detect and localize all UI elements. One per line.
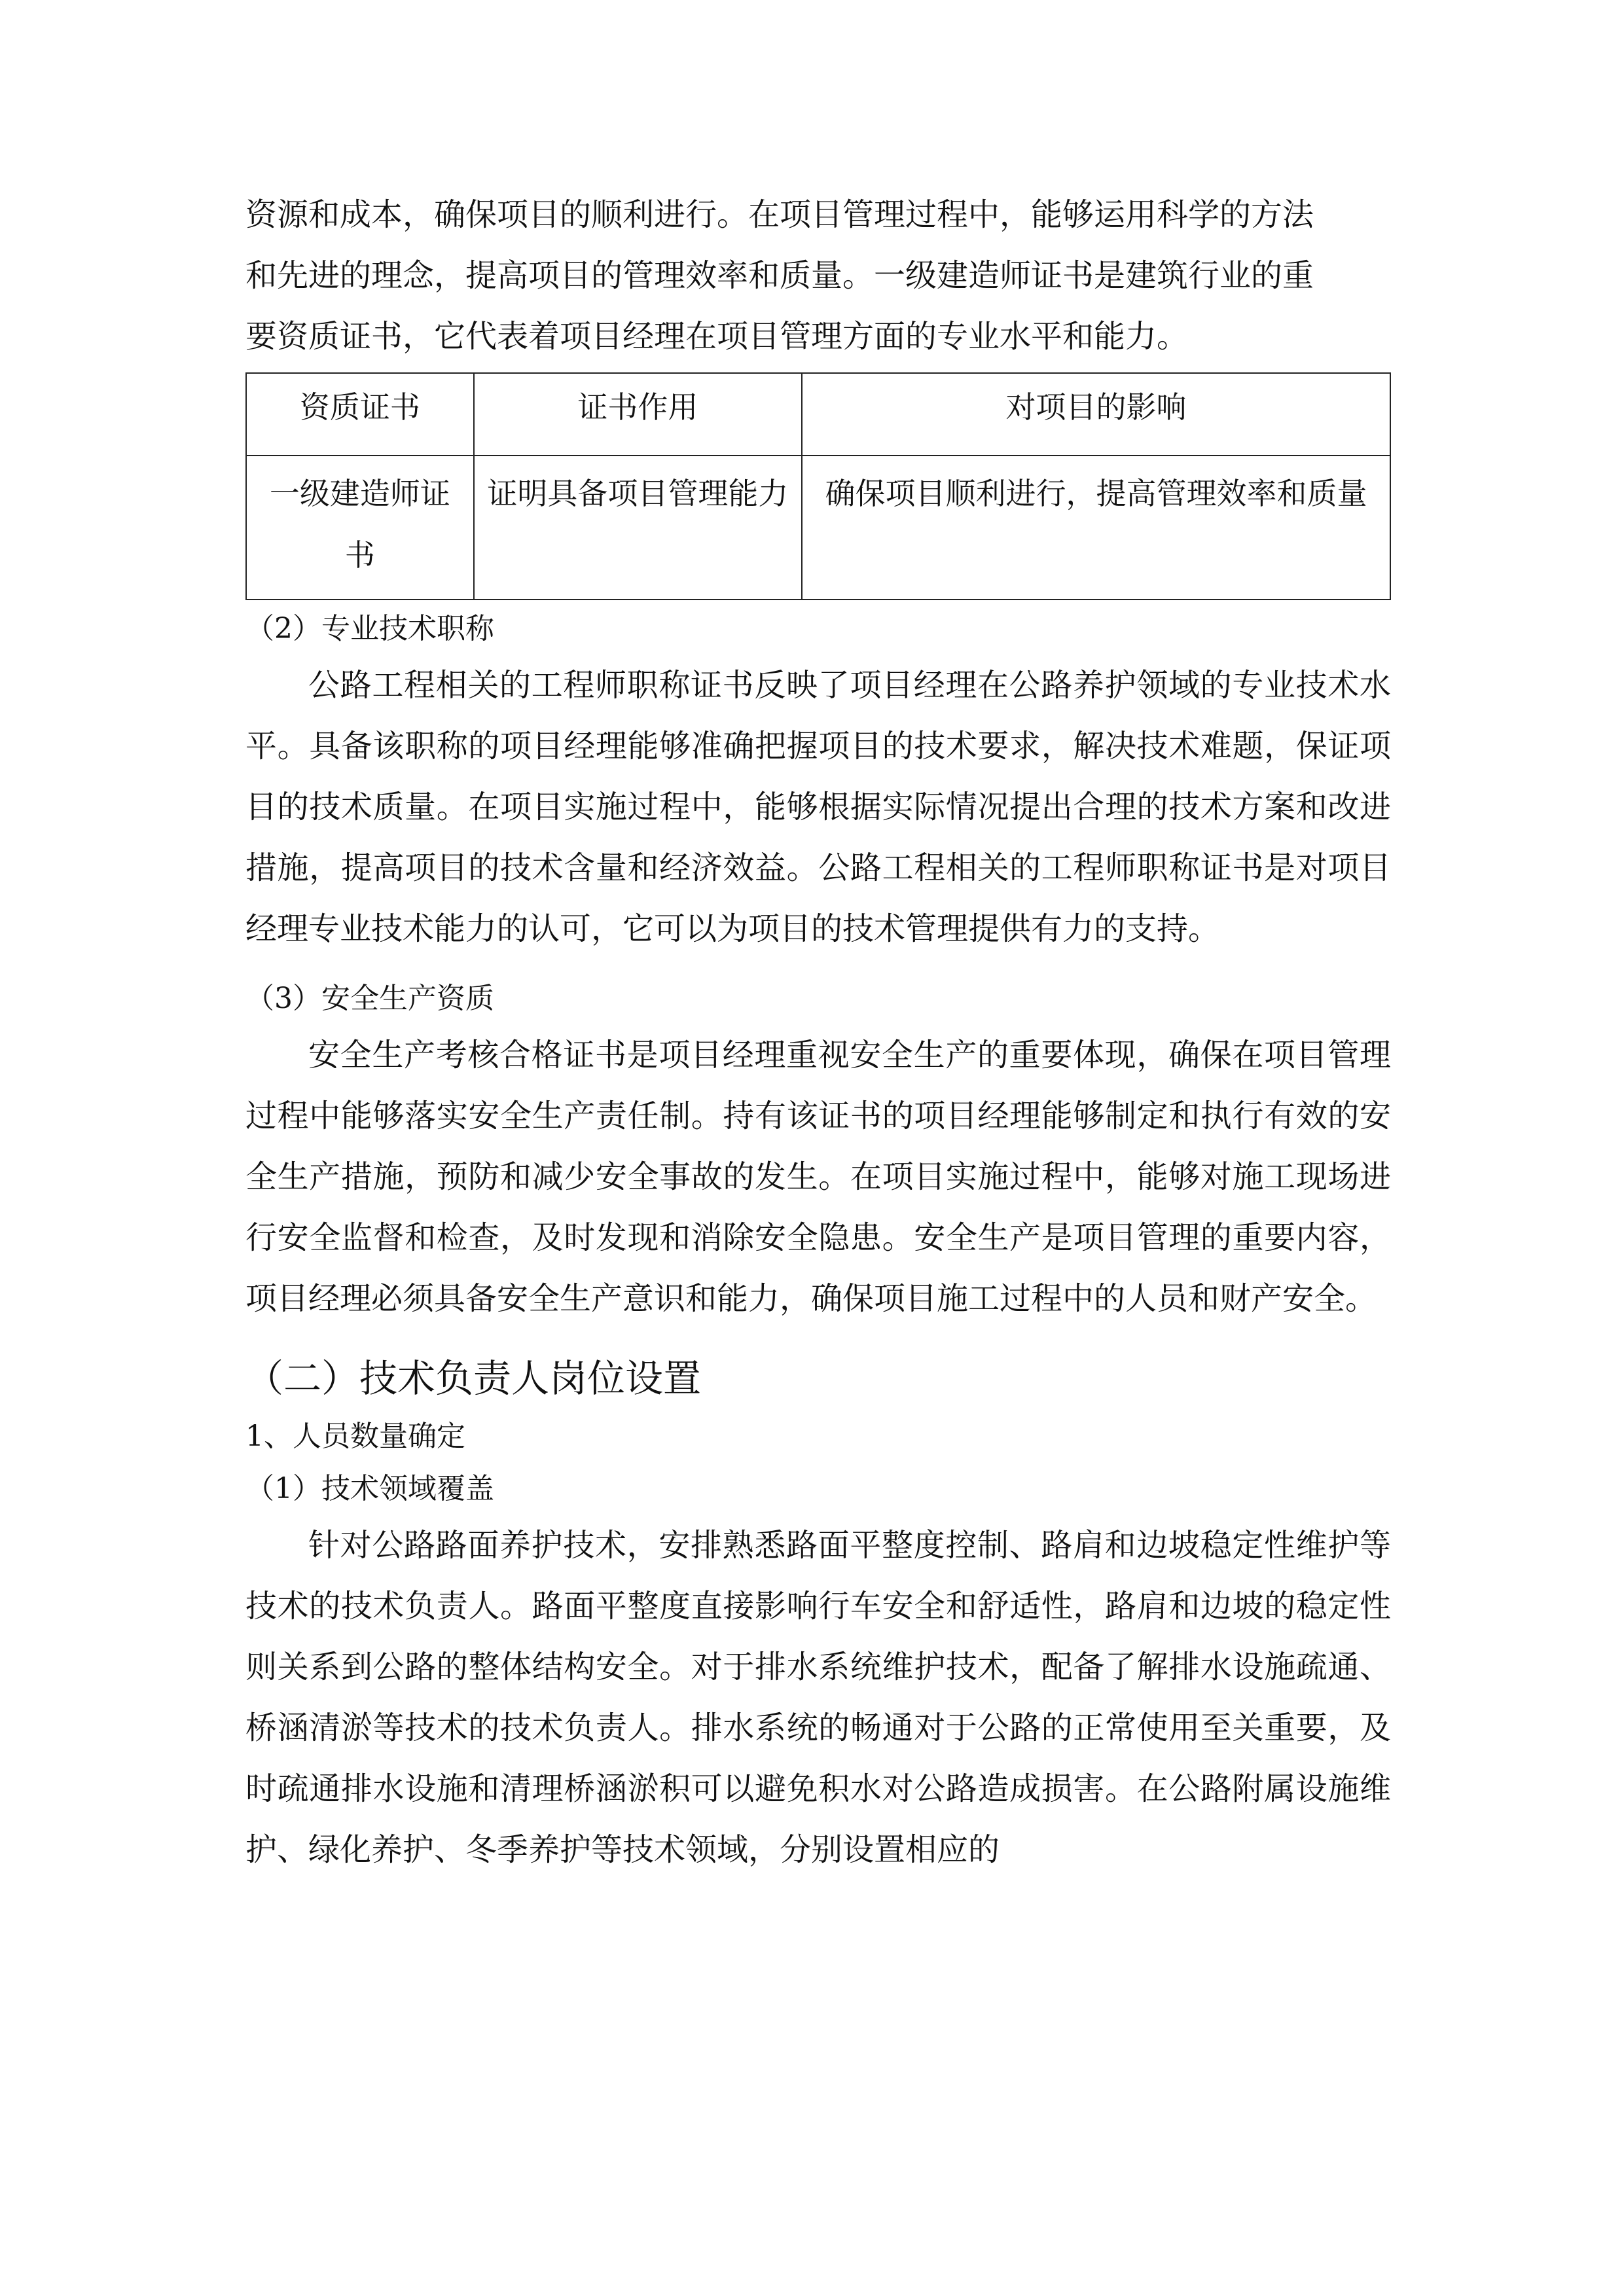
table-cell: 证明具备项目管理能力 [474,456,802,600]
qualification-table [245,372,1391,600]
section-3-heading: （3）安全生产资质 [245,982,494,1015]
table-row [246,456,1390,600]
section-2-heading: （2）专业技术职称 [245,612,494,645]
table-header-cell: 对项目的影响 [802,373,1390,456]
table-cell: 一级建造师证书 [246,456,474,600]
intro-line-2: 和先进的理念，提高项目的管理效率和质量。一级建造师证书是建筑行业的重 [245,257,1314,294]
page-content [245,185,1391,1880]
subsection-1-heading: 1、人员数量确定 [245,1420,465,1453]
table-header-cell: 资质证书 [246,373,474,456]
subsection-1-1-heading: （1）技术领域覆盖 [245,1472,494,1505]
section-3-body: 安全生产考核合格证书是项目经理重视安全生产的重要体现，确保在项目管理过程中能够落实安全生产责任制。持有该证书的项目经理能够制定和执行有效的安全生产措施，预防和减少安全事故的发生。在项目实施过程中，能够对施工现场进行安全监督和检查，及时发现和消除安全隐患。安全生产是项目管理的重要内容，项目经理必须具备安全生产意识和能力，确保项目施工过程中的人员和财产安全。 [245,1037,1391,1317]
subsection-1-1-body: 针对公路路面养护技术，安排熟悉路面平整度控制、路肩和边坡稳定性维护等技术的技术负责人。路面平整度直接影响行车安全和舒适性，路肩和边坡的稳定性则关系到公路的整体结构安全。对于排水系统维护技术，配备了解排水设施疏通、桥涵清淤等技术的技术负责人。排水系统的畅通对于公路的正常使用至关重要，及时疏通排水设施和清理桥涵淤积可以避免积水对公路造成损害。在公路附属设施维护、绿化养护、冬季养护等技术领域，分别设置相应的 [245,1527,1391,1868]
table-cell: 确保项目顺利进行，提高管理效率和质量 [802,456,1390,600]
section-2-body: 公路工程相关的工程师职称证书反映了项目经理在公路养护领域的专业技术水平。具备该职称的项目经理能够准确把握项目的技术要求，解决技术难题，保证项目的技术质量。在项目实施过程中，能够根据实际情况提出合理的技术方案和改进措施，提高项目的技术含量和经济效益。公路工程相关的工程师职称证书是对项目经理专业技术能力的认可，它可以为项目的技术管理提供有力的支持。 [245,667,1391,947]
intro-line-1: 资源和成本，确保项目的顺利进行。在项目管理过程中，能够运用科学的方法 [245,196,1314,233]
spacer [245,960,1391,973]
part-2-heading: （二）技术负责人岗位设置 [245,1356,702,1401]
spacer [245,1329,1391,1346]
table-header-cell: 证书作用 [474,373,802,456]
table-header-row [246,373,1390,456]
intro-line-3: 要资质证书，它代表着项目经理在项目管理方面的专业水平和能力。 [245,318,1189,355]
